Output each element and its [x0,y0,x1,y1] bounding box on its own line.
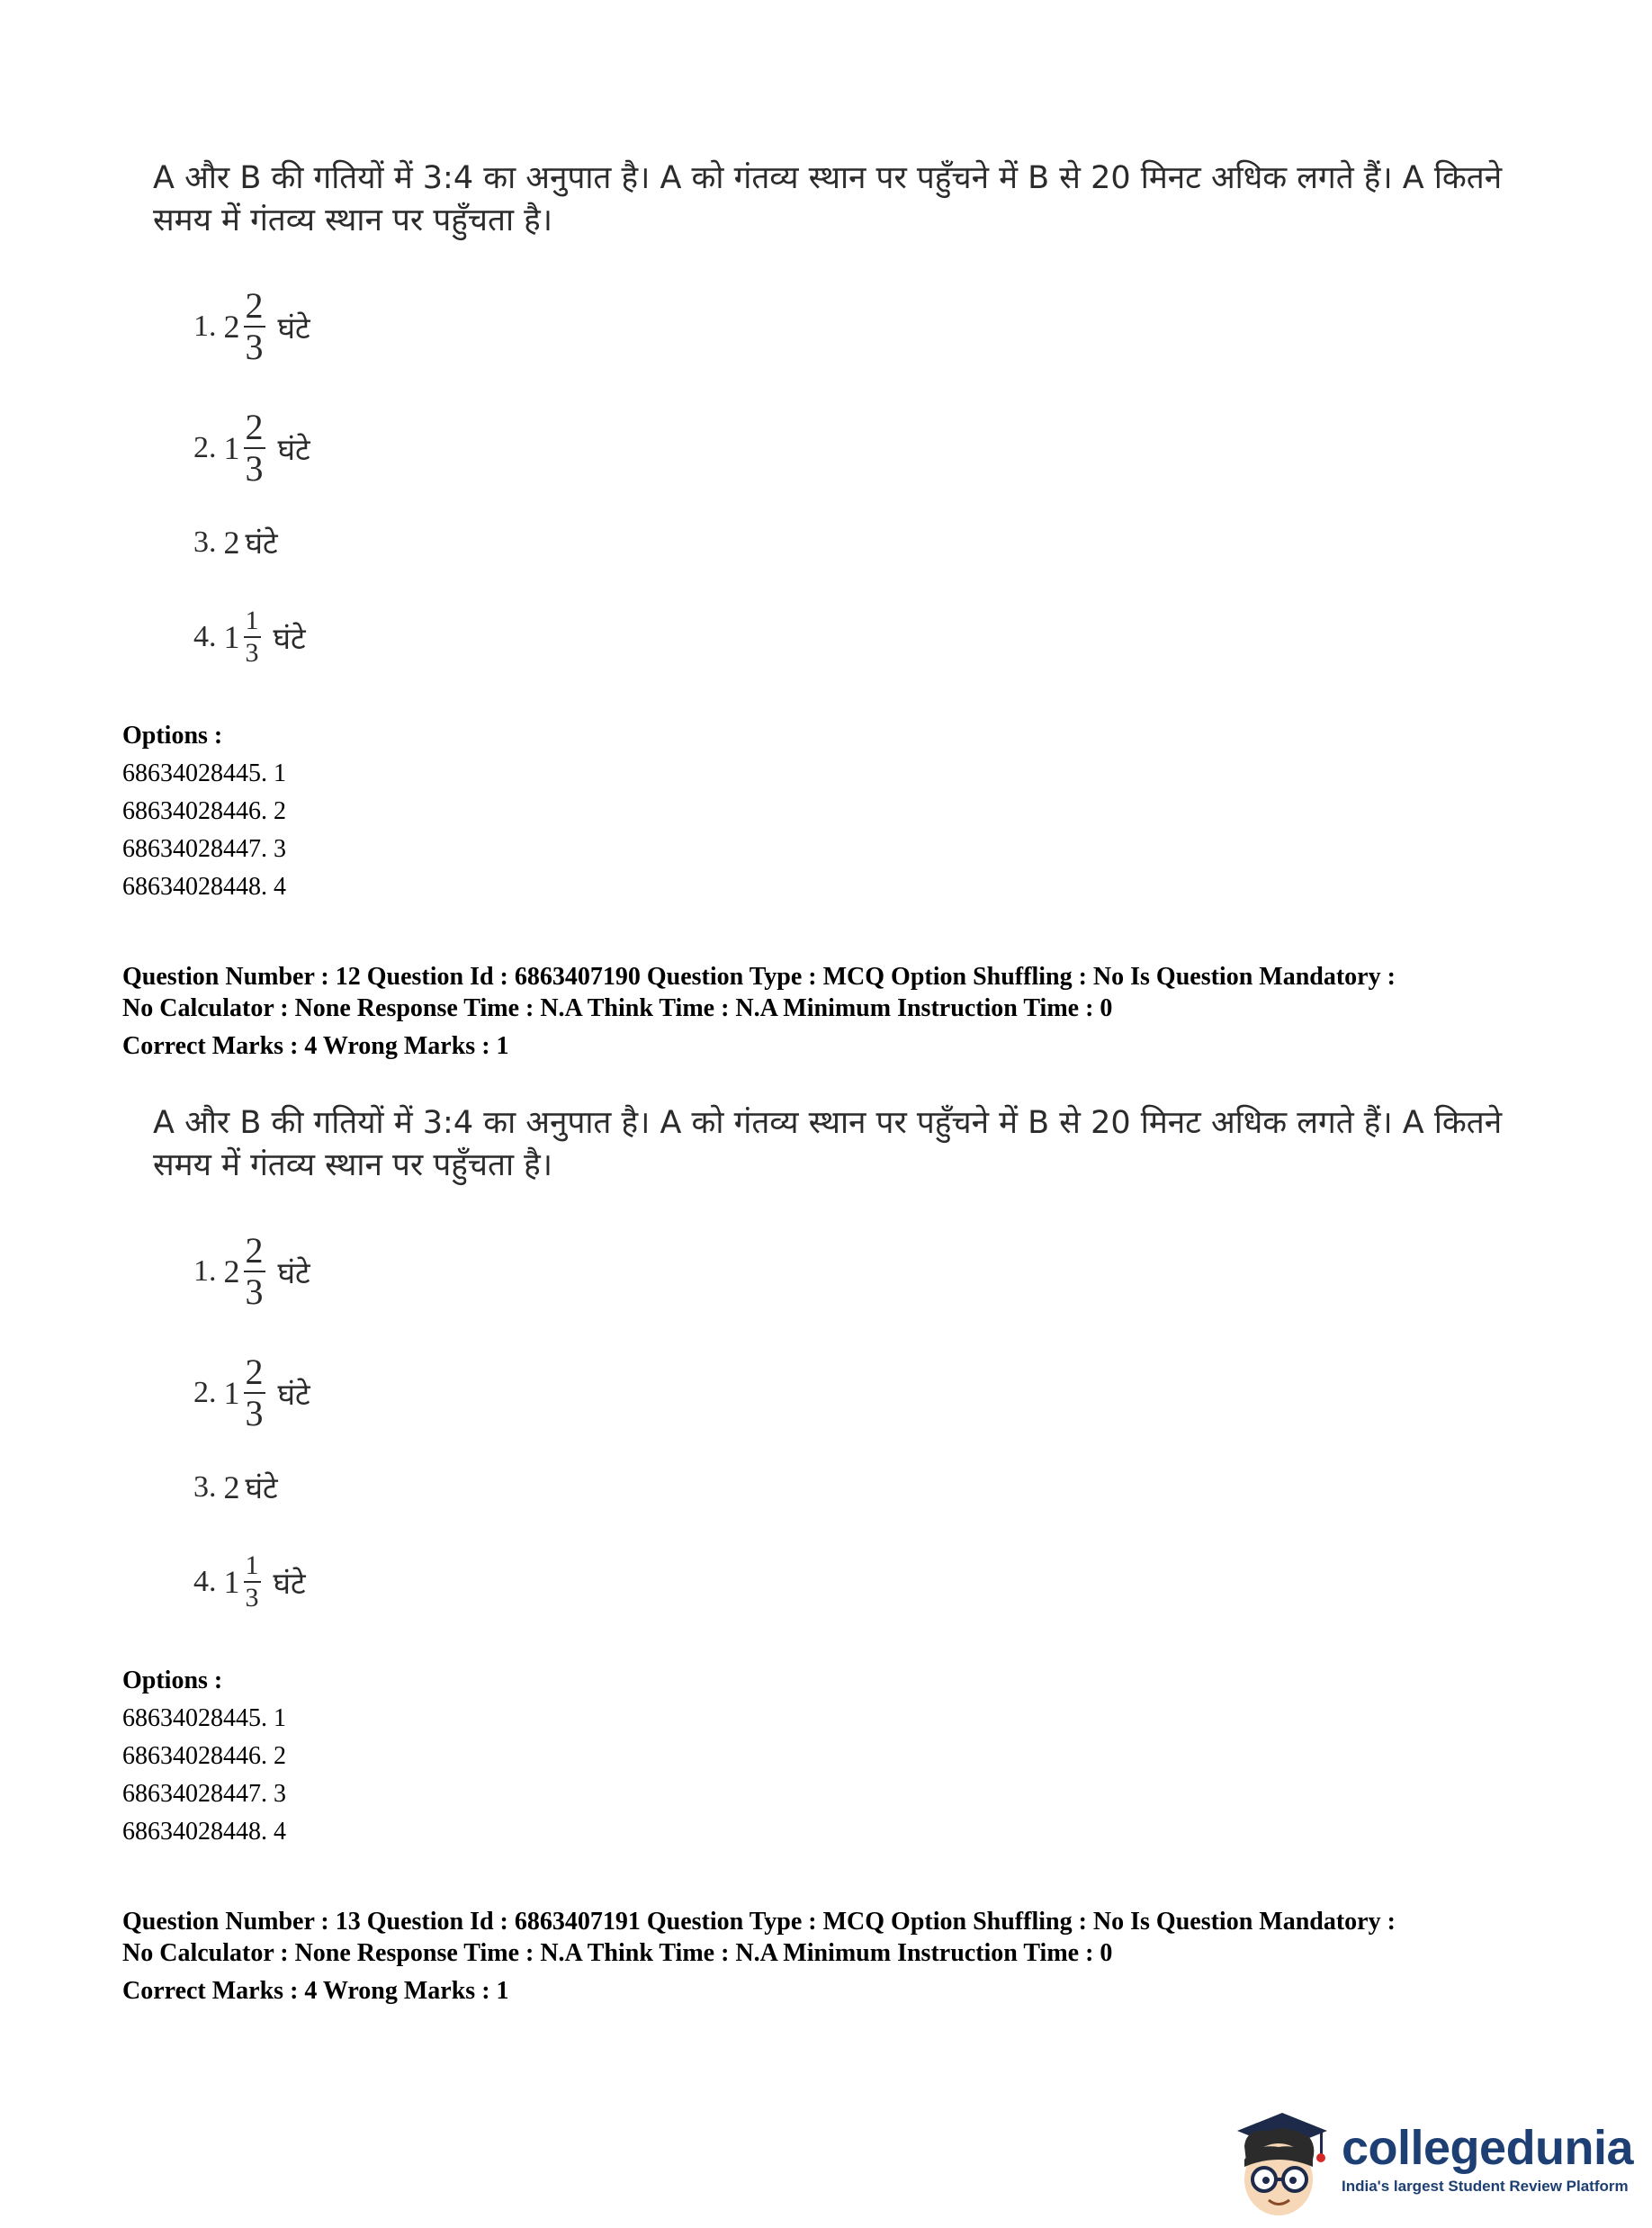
logo-name: collegedunia [1342,2121,1634,2175]
options-label: Options : [122,1667,223,1694]
options-label: Options : [122,722,223,750]
option-item: 68634028447. 3 [122,835,286,863]
option-item: 68634028446. 2 [122,1742,286,1770]
choice-2: 2. 1 $\frac{2}{3}$ घंटे [193,407,310,489]
fraction: $\frac{2}{3}$ [245,285,264,367]
option-item: 68634028445. 1 [122,1704,286,1732]
choice-4: 4. 1 $\frac{1}{3}$ घंटे [193,606,306,668]
marks-line: Correct Marks : 4 Wrong Marks : 1 [122,1032,509,1060]
meta-line: Question Number : 12 Question Id : 6863407190 Question Type : MCQ Option Shuffling : No Is Question Mandatory : [122,963,1396,991]
fraction: $\frac{1}{3}$ [245,1550,259,1613]
option-item: 68634028446. 2 [122,797,286,825]
options-list [122,717,286,906]
fraction: $\frac{1}{3}$ [245,606,259,668]
choice-4: 4. 1 $\frac{1}{3}$ घंटे [193,1550,306,1613]
choice-1: 1. 2 $\frac{2}{3}$ घंटे [193,285,310,367]
meta-line: Question Number : 13 Question Id : 6863407191 Question Type : MCQ Option Shuffling : No Is Question Mandatory : [122,1908,1396,1936]
option-item: 68634028445. 1 [122,759,286,787]
question-meta [122,1906,1562,2007]
question-image [153,1102,1557,1642]
fraction: $\frac{2}{3}$ [245,1230,264,1312]
mascot-icon [1219,2097,1336,2223]
choice-1: 1. 2 $\frac{2}{3}$ घंटे [193,1230,310,1312]
option-item: 68634028448. 4 [122,873,286,901]
fraction: $\frac{2}{3}$ [245,1352,264,1433]
logo-tagline: India's largest Student Review Platform [1342,2178,1629,2195]
question-image [153,157,1557,697]
meta-line: No Calculator : None Response Time : N.A Think Time : N.A Minimum Instruction Time : 0 [122,1939,1113,1967]
question-text: A और B की गतियों में 3:4 का अनुपात है। A को गंतव्य स्थान पर पहुँचने में B से 20 मिनट अधिक लगते हैं। A कितने समय में गंतव्य स्थान पर पहुँचता है। [153,160,1503,238]
option-item: 68634028448. 4 [122,1818,286,1846]
marks-line: Correct Marks : 4 Wrong Marks : 1 [122,1977,509,2005]
options-list [122,1662,286,1851]
option-item: 68634028447. 3 [122,1780,286,1808]
question-text: A और B की गतियों में 3:4 का अनुपात है। A को गंतव्य स्थान पर पहुँचने में B से 20 मिनट अधिक लगते हैं। A कितने समय में गंतव्य स्थान पर पहुँचता है। [153,1105,1503,1183]
question-meta [122,961,1562,1062]
choice-3: 3. 2 घंटे [193,524,278,561]
fraction: $\frac{2}{3}$ [245,407,264,489]
meta-line: No Calculator : None Response Time : N.A Think Time : N.A Minimum Instruction Time : 0 [122,994,1113,1022]
collegedunia-logo [1219,2097,1651,2223]
choice-3: 3. 2 घंटे [193,1469,278,1505]
choice-2: 2. 1 $\frac{2}{3}$ घंटे [193,1352,310,1433]
